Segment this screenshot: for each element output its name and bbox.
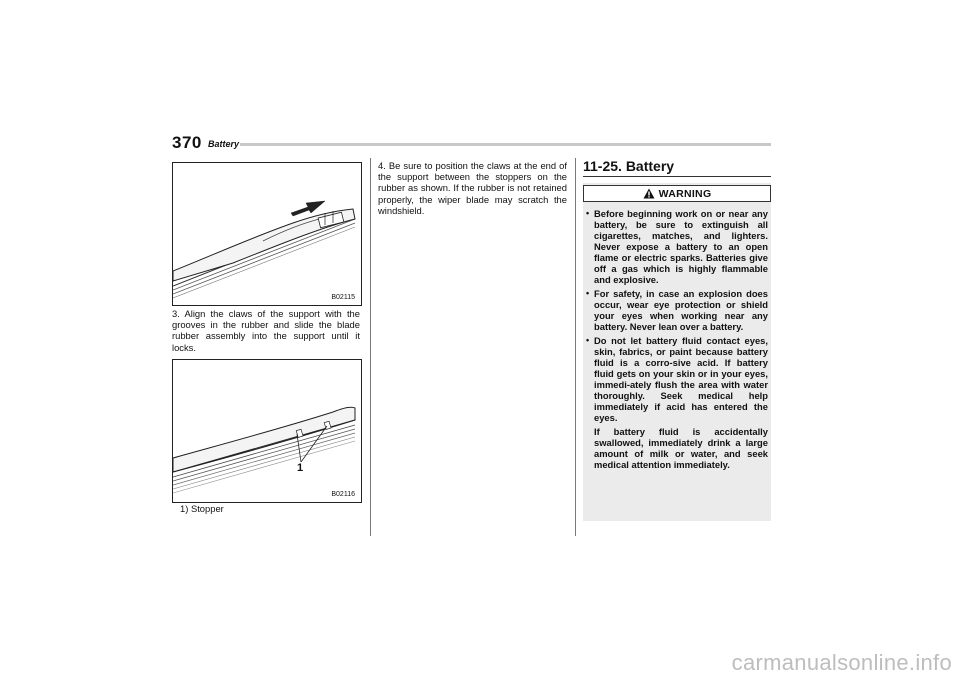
section-title: 11-25. Battery [583, 158, 675, 174]
warning-sub-paragraph [583, 426, 771, 470]
watermark: carmanualsonline.info [731, 650, 952, 675]
warning-triangle-icon [643, 188, 655, 199]
warning-item [583, 288, 771, 332]
column-divider [370, 158, 371, 536]
warning-item-text: For safety, in case an explosion does occur, wear eye protection or shield your eyes when working near any battery. Never lean over a battery. [594, 288, 768, 332]
warning-box [583, 183, 771, 521]
bullet-dot-icon: • [586, 288, 590, 298]
header-rule [240, 143, 771, 146]
figure-legend: 1) Stopper [180, 503, 224, 514]
step-4-text: 4. Be sure to position the claws at the end of the support between the stoppers on the rubber as shown. If the rubber is not retained properly, the wiper blade may scratch the windshield. [378, 160, 567, 216]
figure-code: B02116 [331, 491, 355, 498]
figure-code: B02115 [331, 294, 355, 301]
wiper-stopper-illustration [173, 360, 361, 502]
bullet-dot-icon: • [586, 208, 590, 218]
wiper-blade-illustration [173, 163, 361, 305]
step-3-text: 3. Align the claws of the support with the grooves in the rubber and slide the blade rubber assembly into the support until it locks. [172, 308, 360, 353]
figure-wiper-stopper [172, 359, 362, 503]
warning-item-text: Before beginning work on or near any battery, be sure to extinguish all cigarettes, matches, and lighters. Never expose a battery to an open flame or electric sparks. Batteries give off a gas which is highly flammable and explosive. [594, 208, 768, 285]
warning-item-text: Do not let battery fluid contact eyes, skin, fabrics, or paint because battery fluid is a corro-sive acid. If battery fluid gets on your skin or in your eyes, immedi-ately flush the area with water thoroughly. Seek medical help immediately if acid has entered the eyes. [594, 335, 768, 423]
warning-header [583, 185, 771, 202]
title-rule [583, 176, 771, 177]
running-header-section: Battery [208, 139, 240, 149]
warning-sub-text: If battery fluid is accidentally swallowed, immediately drink a large amount of milk or water, and seek medical attention immediately. [594, 426, 768, 470]
warning-list [583, 208, 771, 470]
callout-number: 1 [297, 462, 304, 474]
warning-item [583, 208, 771, 285]
figure-wiper-blade-slide [172, 162, 362, 306]
warning-item [583, 335, 771, 423]
direction-arrow-icon [291, 201, 325, 216]
page-number: 370 [172, 133, 202, 152]
warning-title: WARNING [658, 187, 712, 200]
bullet-dot-icon: • [586, 335, 590, 345]
column-divider [575, 158, 576, 536]
